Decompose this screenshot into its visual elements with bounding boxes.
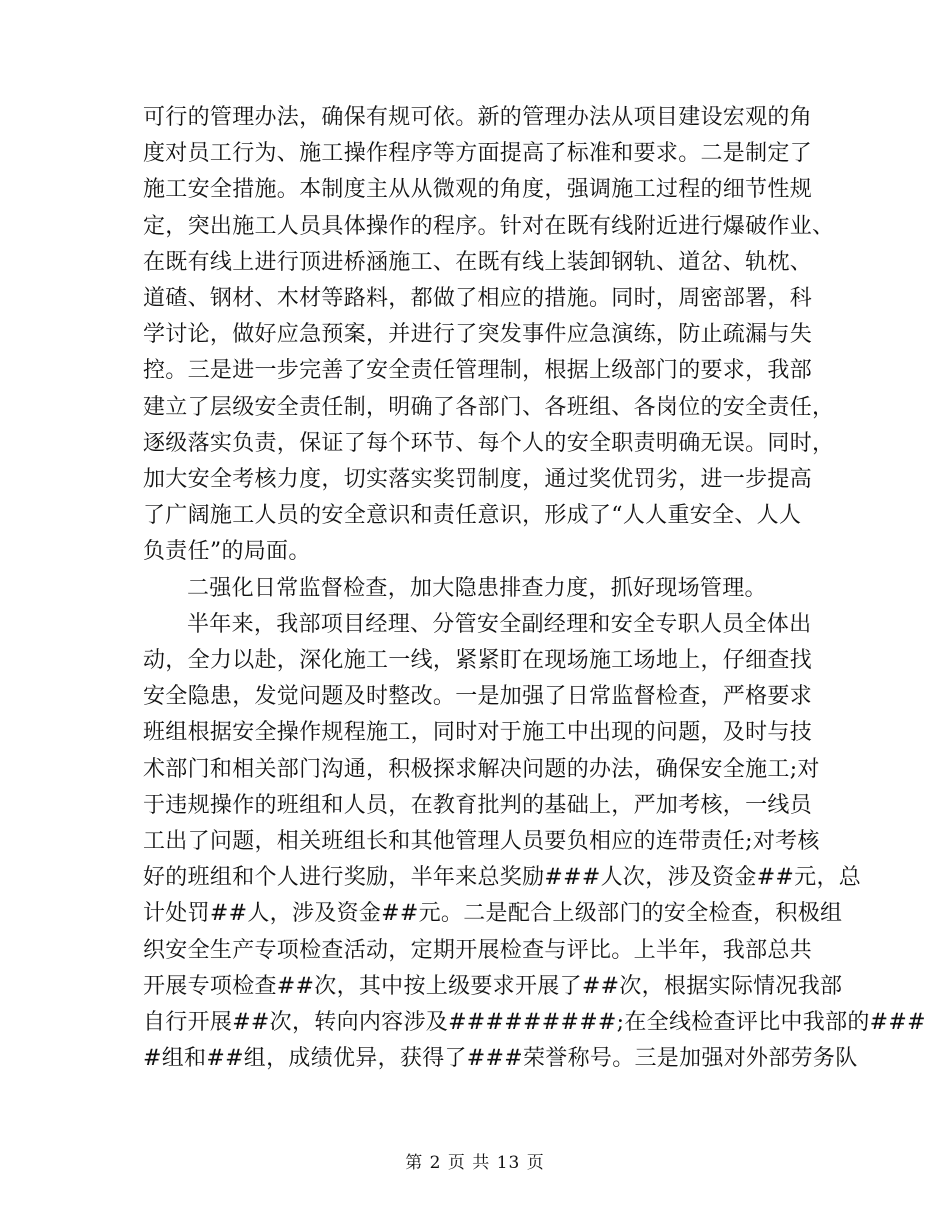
section-heading	[143, 571, 803, 607]
text-line: 控。三是进一步完善了安全责任管理制，根据上级部门的要求，我部	[143, 358, 813, 384]
text-line: 学讨论，做好应急预案，并进行了突发事件应急演练，防止疏漏与失	[143, 322, 813, 348]
text-line: 织安全生产专项检查活动，定期开展检查与评比。上半年，我部总共	[143, 937, 813, 963]
text-line: 半年来，我部项目经理、分管安全副经理和安全专职人员全体出	[187, 611, 812, 637]
text-line: 加大安全考核力度，切实落实奖罚制度，通过奖优罚劣，进一步提高	[143, 467, 813, 493]
text-line: #组和##组，成绩优异，获得了###荣誉称号。三是加强对外部劳务队	[143, 1046, 858, 1072]
text-line: 度对员工行为、施工操作程序等方面提高了标准和要求。二是制定了	[143, 141, 813, 167]
text-line: 好的班组和个人进行奖励，半年来总奖励###人次，涉及资金##元，总	[143, 865, 862, 891]
text-line: 施工安全措施。本制度主从从微观的角度，强调施工过程的细节性规	[143, 177, 813, 203]
paragraph-inspection	[143, 607, 926, 1078]
text-line: 自行开展##次，转向内容涉及#########;在全线检查评比中我部的###	[143, 1010, 926, 1036]
text-line: 负责任”的局面。	[143, 539, 311, 565]
text-line: 可行的管理办法，确保有规可依。新的管理办法从项目建设宏观的角	[143, 105, 813, 130]
text-line: 建立了层级安全责任制，明确了各部门、各班组、各岗位的安全责任，	[143, 394, 835, 420]
text-line: 计处罚##人，涉及资金##元。二是配合上级部门的安全检查，积极组	[143, 901, 843, 927]
document-body	[143, 100, 926, 1077]
text-line: 道碴、钢材、木材等路料，都做了相应的措施。同时，周密部署，科	[143, 286, 813, 312]
text-line: 在既有线上进行顶进桥涵施工、在既有线上装卸钢轨、道岔、轨枕、	[143, 249, 813, 275]
text-line: 工出了问题，相关班组长和其他管理人员要负相应的连带责任;对考核	[143, 829, 820, 855]
text-line: 逐级落实负责，保证了每个环节、每个人的安全职责明确无误。同时，	[143, 430, 835, 456]
text-line: 于违规操作的班组和人员，在教育批判的基础上，严加考核，一线员	[143, 792, 813, 818]
text-line: 开展专项检查##次，其中按上级要求开展了##次，根据实际情况我部	[143, 973, 843, 999]
paragraph-safety-system	[143, 100, 835, 571]
text-line: 动，全力以赴，深化施工一线，紧紧盯在现场施工场地上，仔细查找	[143, 648, 813, 674]
text-line: 二强化日常监督检查，加大隐患排查力度，抓好现场管理。	[187, 575, 767, 601]
text-line: 术部门和相关部门沟通，积极探求解决问题的办法，确保安全施工;对	[143, 756, 820, 782]
text-line: 定，突出施工人员具体操作的程序。针对在既有线附近进行爆破作业、	[143, 213, 835, 239]
page-number-label: 第 2 页 共 13 页	[405, 1153, 545, 1173]
text-line: 安全隐患，发觉问题及时整改。一是加强了日常监督检查，严格要求	[143, 684, 813, 710]
page-footer	[0, 1148, 950, 1173]
text-line: 了广阔施工人员的安全意识和责任意识，形成了“人人重安全、人人	[143, 503, 802, 529]
text-line: 班组根据安全操作规程施工，同时对于施工中出现的问题，及时与技	[143, 720, 813, 746]
